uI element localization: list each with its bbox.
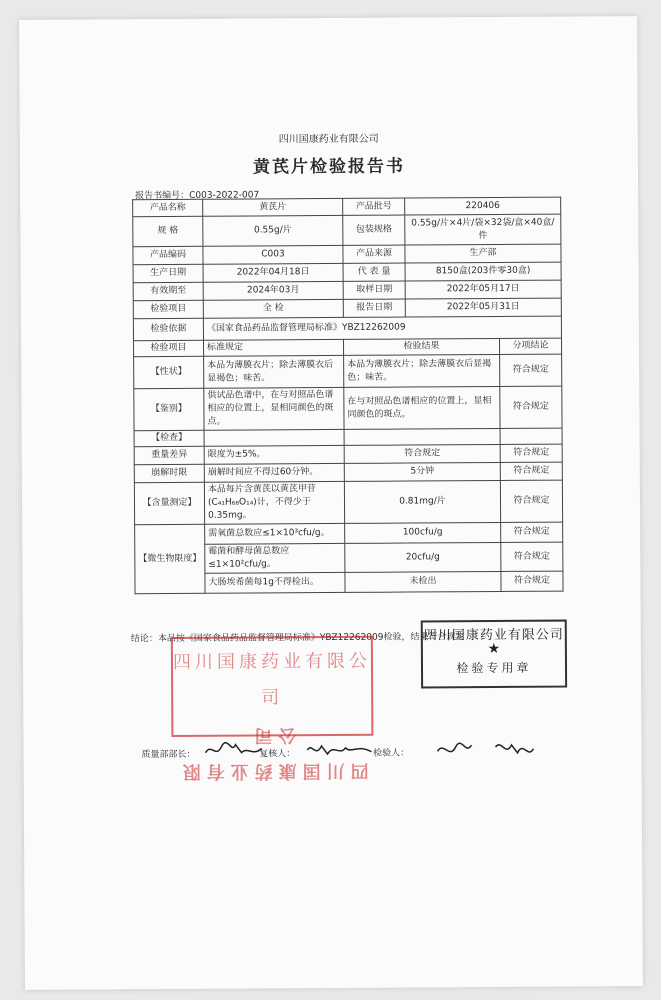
result-standard: 限度为±5%。 [204,445,344,464]
label-packing: 包装规格 [343,215,405,245]
result-standard: 霉菌和酵母菌总数应≤1×10²cfu/g。 [205,543,345,573]
result-conclusion: 符合规定 [500,386,562,428]
result-item: 【检查】 [134,430,204,446]
result-value: 100cfu/g [345,522,501,543]
result-standard: 崩解时间应不得过60分钟。 [204,463,344,482]
red-seal-line1: 四川国康药业有限公司 [172,650,372,709]
result-value: 符合规定 [344,444,500,463]
value-test-item: 全 检 [203,299,343,318]
result-item: 【性状】 [134,356,204,388]
result-value [344,428,500,445]
report-paper [19,16,643,990]
label-product-name: 产品名称 [133,199,203,216]
label-spec: 规 格 [133,216,203,246]
conclusion-text: 结论：本品按《国家食品药品监督管理局标准》YBZ12262009检验，结果符合规定 [130,632,465,645]
inspection-seal-company: 四川国康药业有限公司 [423,627,564,644]
red-seal-line2: 四川国康药业有限公司 [176,724,369,782]
label-sample-date: 取样日期 [343,281,405,299]
value-packing: 0.55g/片×4片/袋×32袋/盒×40盒/件 [405,214,561,245]
star-icon: ★ [487,640,501,658]
result-conclusion: 符合规定 [500,480,562,522]
label-code: 产品编码 [133,246,203,264]
reviewer-signature [305,740,373,760]
label-basis: 检验依据 [133,318,203,340]
value-batch: 220406 [405,197,561,215]
value-source: 生产部 [405,244,561,263]
result-conclusion: 符合规定 [500,354,562,386]
header-conclusion: 分项结论 [499,338,561,354]
value-report-date: 2022年05月31日 [405,298,561,317]
result-standard: 需氧菌总数应≤1×10³cfu/g。 [205,523,345,544]
value-rep-qty: 8150盒(203件零30盒) [405,262,561,281]
inspection-seal [421,620,567,689]
result-standard: 本品为薄膜衣片；除去薄膜衣后显褐色；味苦。 [204,355,344,388]
result-conclusion: 符合规定 [501,522,563,542]
inspector-signature [435,737,535,768]
result-standard: 本品每片含黄芪以黄芪甲苷(C₄₁H₆₈O₁₄)计，不得少于0.35mg。 [204,481,344,524]
inspection-seal-title: 检验专用章 [456,660,532,676]
label-rep-qty: 代 表 量 [343,263,405,281]
result-value: 5分钟 [344,462,500,481]
header-standard: 标准规定 [204,339,344,356]
result-conclusion: 符合规定 [501,542,563,571]
result-conclusion: 符合规定 [500,444,562,462]
result-value: 0.81mg/片 [344,480,500,523]
result-standard: 大肠埃希菌每1g不得检出。 [205,572,345,593]
reviewer-label: 复核人： [259,749,296,760]
result-item: 【鉴别】 [134,388,204,430]
value-prod-date: 2022年04月18日 [203,263,343,282]
label-source: 产品来源 [343,245,405,263]
result-value: 未检出 [345,571,501,592]
result-item: 【含量测定】 [134,482,204,524]
label-report-date: 报告日期 [343,299,405,317]
result-item: 崩解时限 [134,464,204,482]
result-conclusion [500,428,562,444]
value-spec: 0.55g/片 [203,215,343,246]
result-value: 本品为薄膜衣片；除去薄膜衣后显褐色；味苦。 [344,354,500,387]
inspector-label: 检验人： [373,748,410,759]
value-product-name: 黄芪片 [203,198,343,216]
label-expiry: 有效期至 [133,282,203,300]
header-result: 检验结果 [344,338,500,355]
result-item: 【微生物限度】 [135,524,205,593]
label-test-item: 检验项目 [133,300,203,318]
value-expiry: 2024年03月 [203,281,343,300]
value-basis: 《国家食品药品监督管理局标准》YBZ12262009 [203,316,561,340]
result-standard [204,429,344,446]
qa-head-label: 质量部部长： [141,749,196,761]
result-value: 20cfu/g [345,542,501,572]
result-conclusion: 符合规定 [501,571,563,591]
value-code: C003 [203,245,343,264]
label-prod-date: 生产日期 [133,264,203,282]
result-value: 在与对照品色谱相应的位置上，显相同颜色的斑点。 [344,386,500,429]
report-number: 报告书编号：C003-2022-007 [135,190,260,202]
result-conclusion: 符合规定 [500,462,562,480]
report-table [132,197,563,595]
result-item: 重量差异 [134,446,204,464]
document-title: 黄芪片检验报告书 [252,156,406,178]
value-sample-date: 2022年05月17日 [405,280,561,299]
qa-head-signature [203,738,263,760]
header-item: 检验项目 [134,340,204,356]
result-standard: 供试品色谱中，在与对照品色谱相应的位置上，显相同颜色的斑点。 [204,387,344,430]
company-name: 四川国康药业有限公司 [278,133,379,146]
label-batch: 产品批号 [343,198,405,215]
